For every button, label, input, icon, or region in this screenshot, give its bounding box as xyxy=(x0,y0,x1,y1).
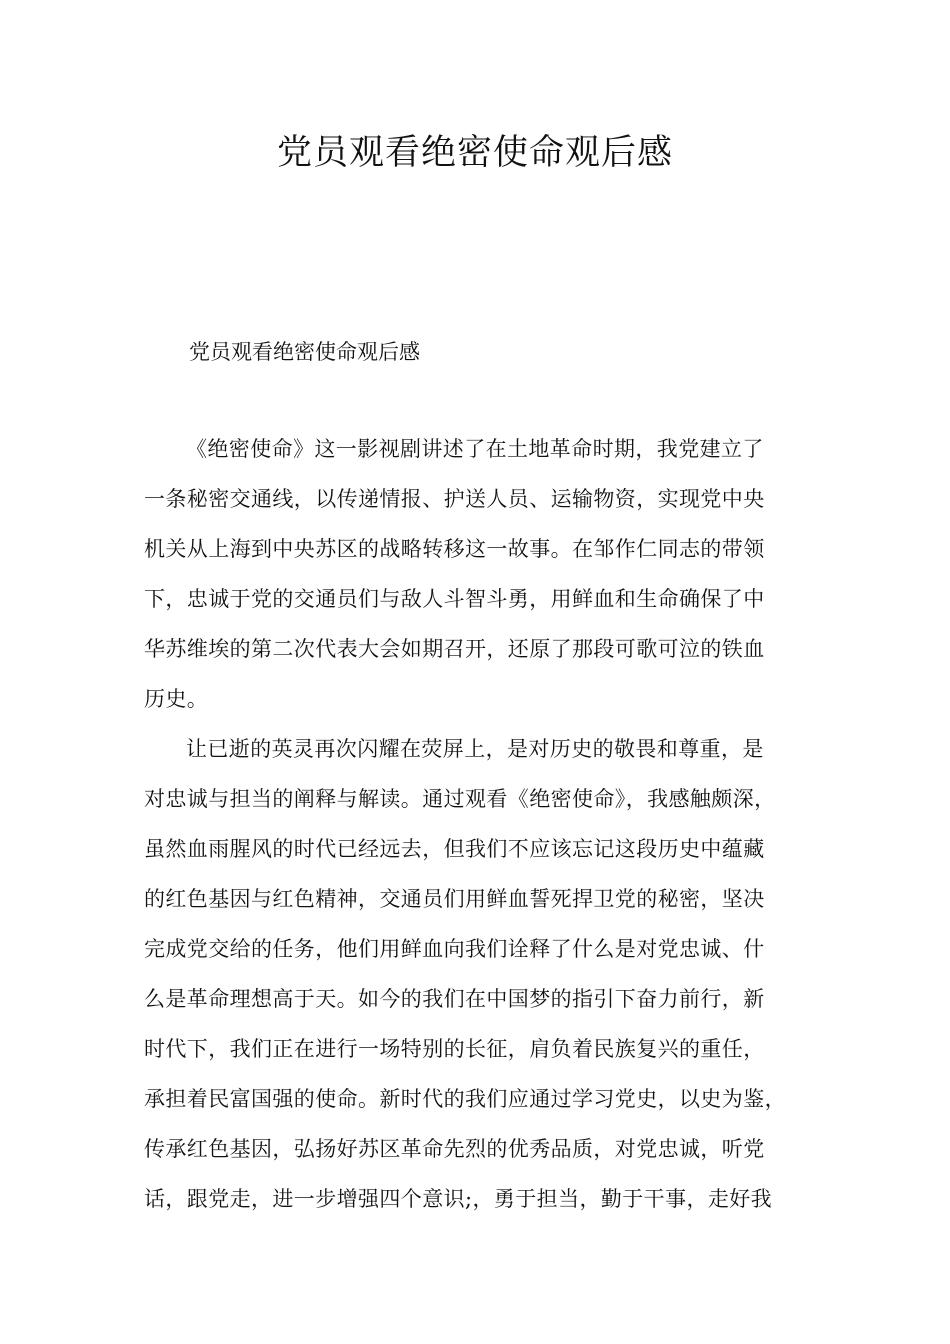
body-line: 一条秘密交通线，以传递情报、护送人员、运输物资，实现党中央 xyxy=(144,487,765,511)
body-line: 历史。 xyxy=(144,687,209,711)
body-line: 时代下，我们正在进行一场特别的长征，肩负着民族复兴的重任， xyxy=(144,1037,765,1061)
document-subtitle: 党员观看绝密使命观后感 xyxy=(189,340,420,364)
body-line: 的红色基因与红色精神，交通员们用鲜血誓死捍卫党的秘密，坚决 xyxy=(144,887,765,911)
body-line: 传承红色基因，弘扬好苏区革命先烈的优秀品质，对党忠诚，听党 xyxy=(144,1137,765,1161)
body-line: 话，跟党走，进一步增强四个意识;，勇于担当，勤于干事，走好我 xyxy=(144,1187,773,1211)
body-line: 完成党交给的任务，他们用鲜血向我们诠释了什么是对党忠诚、什 xyxy=(144,937,765,961)
body-line: 对忠诚与担当的阐释与解读。通过观看《绝密使命》，我感触颇深， xyxy=(144,787,776,811)
body-line: 虽然血雨腥风的时代已经远去，但我们不应该忘记这段历史中蕴藏 xyxy=(144,837,765,861)
body-line: 下，忠诚于党的交通员们与敌人斗智斗勇，用鲜血和生命确保了中 xyxy=(144,587,765,611)
body-line: 么是革命理想高于天。如今的我们在中国梦的指引下奋力前行，新 xyxy=(144,987,765,1011)
body-line: 华苏维埃的第二次代表大会如期召开，还原了那段可歌可泣的铁血 xyxy=(144,637,765,661)
document-body xyxy=(144,430,824,1230)
body-line: 机关从上海到中央苏区的战略转移这一故事。在邹作仁同志的带领 xyxy=(144,537,765,561)
body-line: 《绝密使命》这一影视剧讲述了在土地革命时期，我党建立了 xyxy=(186,437,764,461)
body-line: 让已逝的英灵再次闪耀在荧屏上，是对历史的敬畏和尊重，是 xyxy=(186,737,764,761)
body-line: 承担着民富国强的使命。新时代的我们应通过学习党史，以史为鉴， xyxy=(144,1087,786,1111)
document-title: 党员观看绝密使命观后感 xyxy=(276,133,673,173)
